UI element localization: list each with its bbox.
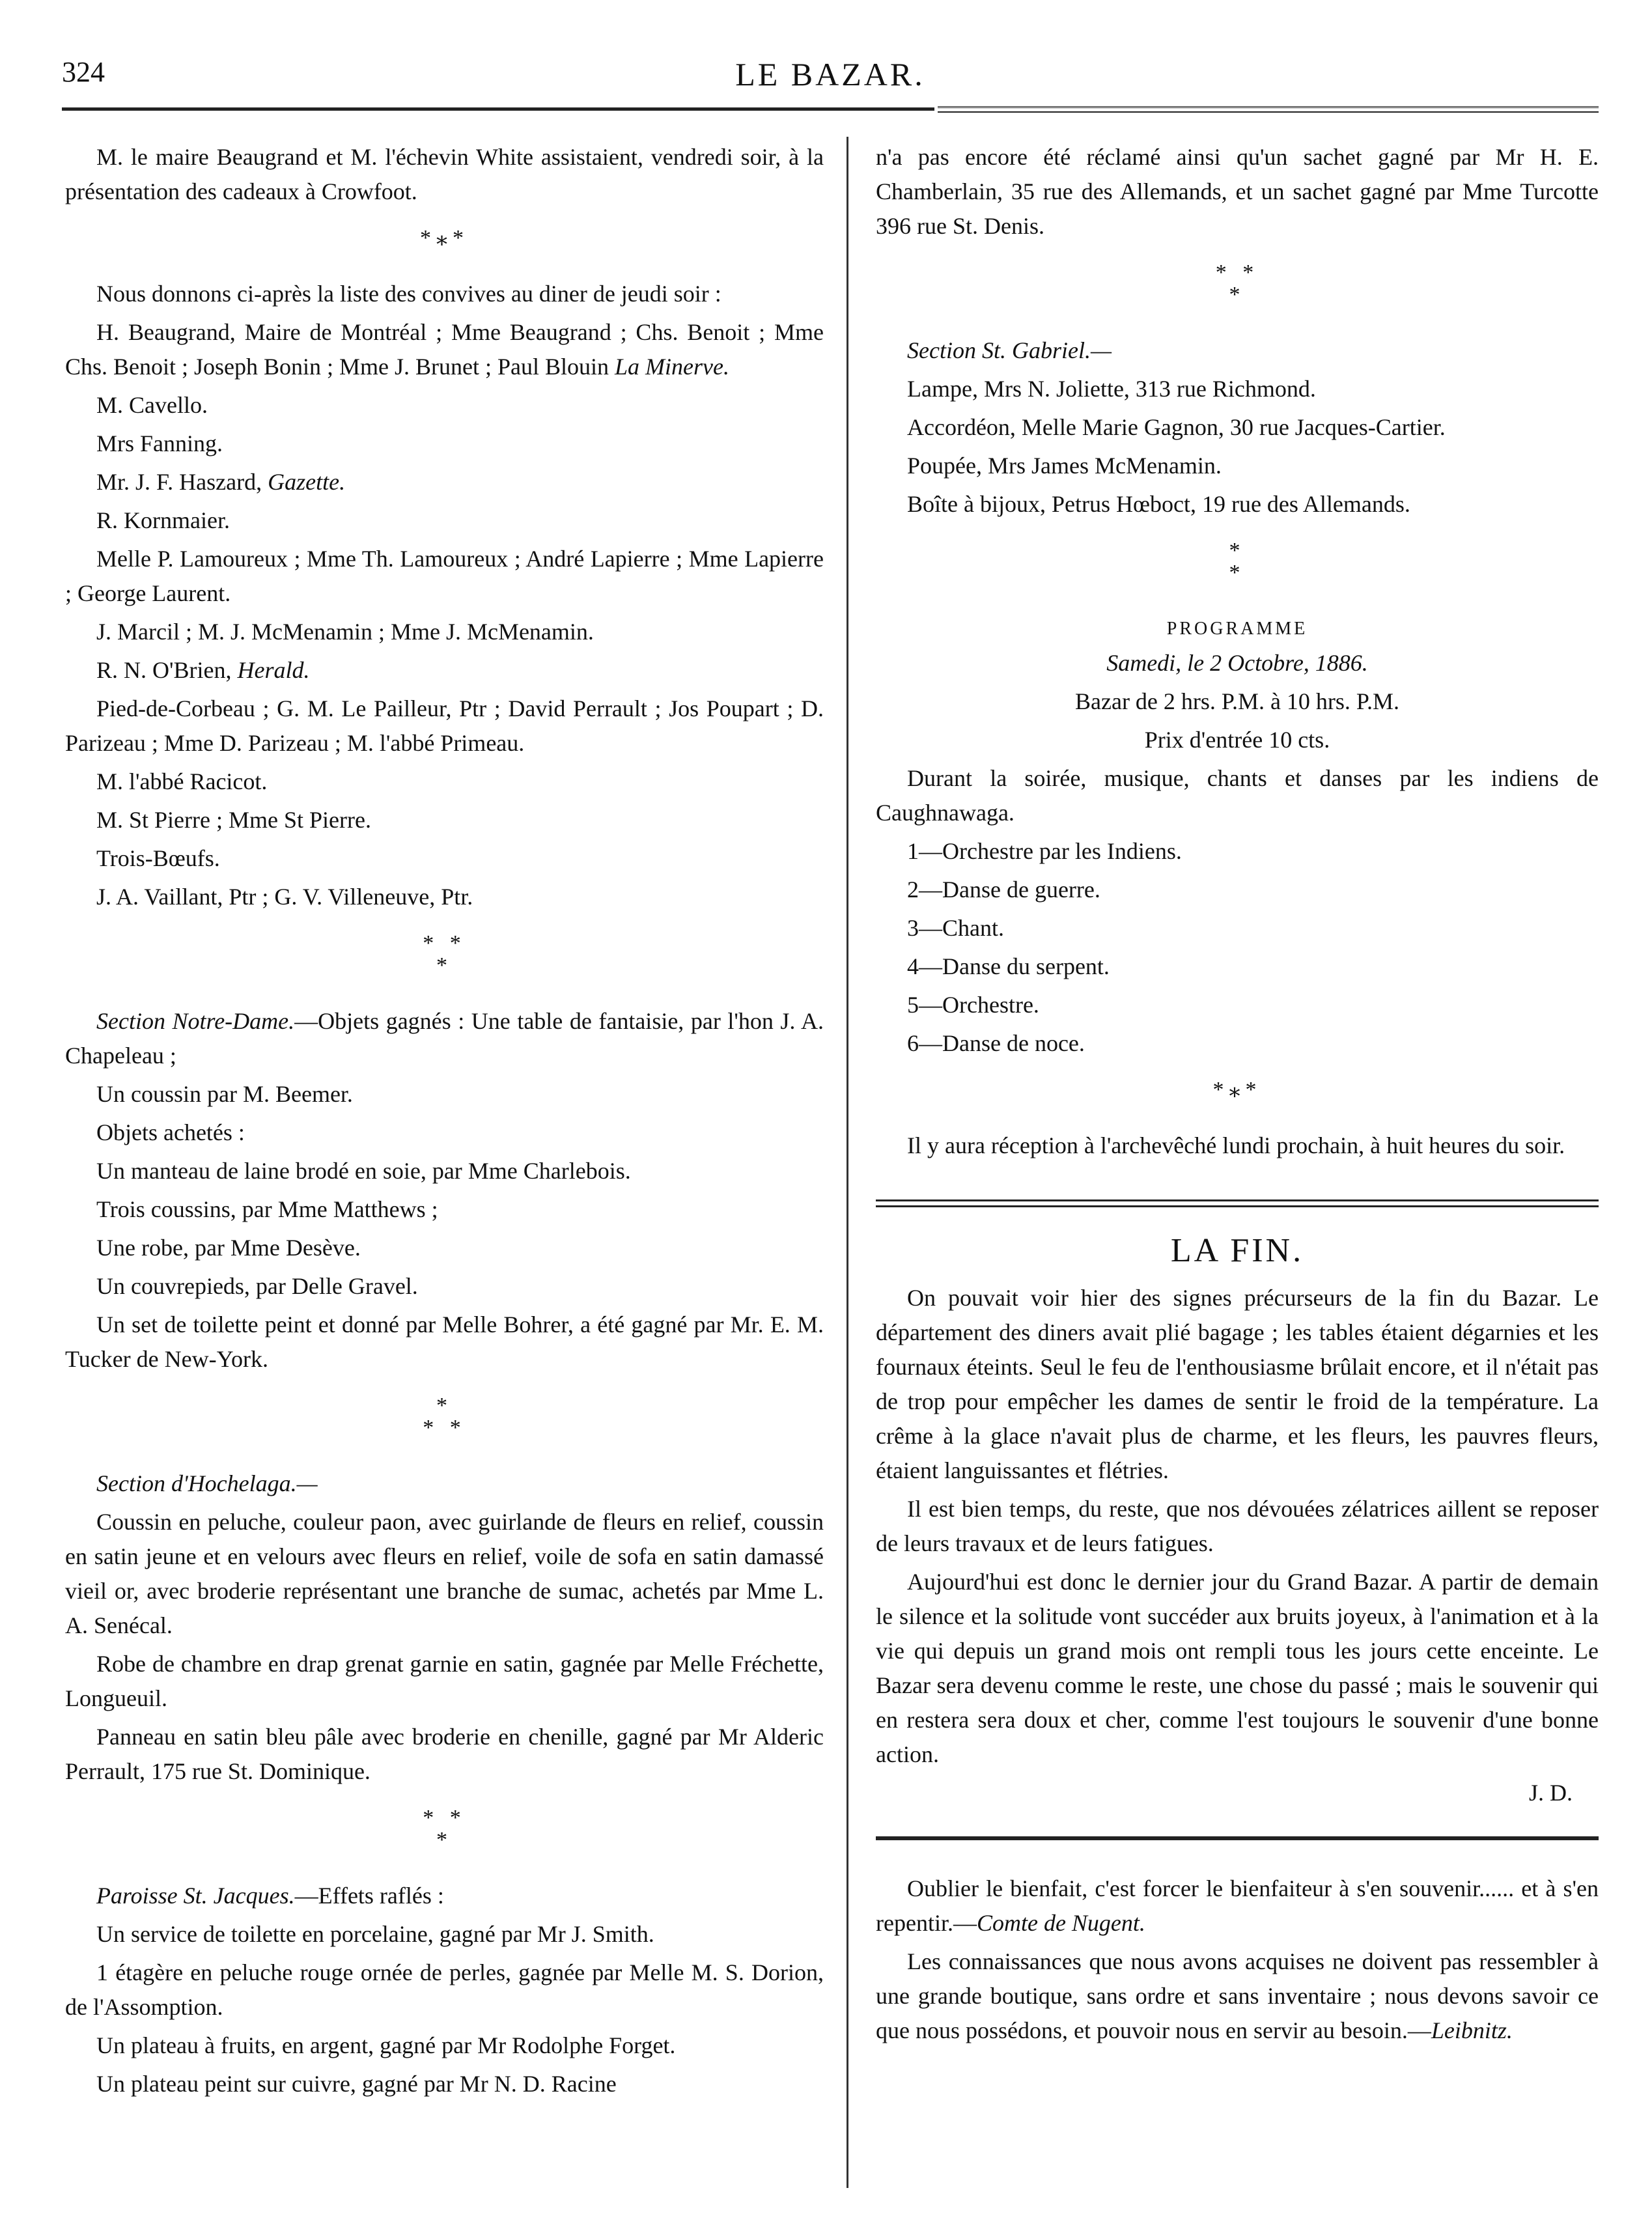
asterism: *⁎* [1212,1078,1262,1102]
right-column [876,140,1599,2052]
convive-line: M. St Pierre ; Mme St Pierre. [96,807,371,833]
list-item: Un service de toilette en porcelaine, gagné par Mr J. Smith. [96,1921,654,1947]
list-item: Un set de toilette peint et donné par Melle Bohrer, a été gagné par Mr. E. M. Tucker de New-York. [65,1311,824,1372]
list-item: Un plateau peint sur cuivre, gagné par Mr N. D. Racine [96,2071,617,2097]
convive-line: Mr. J. F. Haszard, Gazette. [96,469,346,495]
convive-line: Trois-Bœufs. [96,845,220,871]
journal-title: LE BAZAR. [735,56,925,92]
programme-heading: PROGRAMME [1166,619,1308,639]
asterism: * * [1229,539,1246,585]
article-paragraph: Il est bien temps, du reste, que nos dévouées zélatrices aillent se reposer de leurs travaux et de leurs fatigues. [876,1496,1599,1556]
list-item: Objets achetés : [96,1119,245,1145]
section-st-jacques: Paroisse St. Jacques.—Effets raflés : [96,1883,444,1909]
paragraph-reception: Il y aura réception à l'archevêché lundi prochain, à huit heures du soir. [907,1132,1565,1158]
list-item: Poupée, Mrs James McMenamin. [907,453,1222,479]
asterism: *⁎* [420,226,469,250]
convive-line: H. Beaugrand, Maire de Montréal ; Mme Beaugrand ; Chs. Benoit ; Mme Chs. Benoit ; Joseph Bonin ; Mme J. Brunet ; Paul Blouin La Minerve. [65,319,824,380]
list-item: Une robe, par Mme Desève. [96,1235,361,1261]
list-item: Lampe, Mrs N. Joliette, 313 rue Richmond. [907,376,1316,402]
paragraph-continued: n'a pas encore été réclamé ainsi qu'un sachet gagné par Mr H. E. Chamberlain, 35 rue des Allemands, et un sachet gagné par Mme Turcotte 396 rue St. Denis. [876,144,1599,239]
asterism: * * * [423,1806,466,1852]
convive-line: J. Marcil ; M. J. McMenamin ; Mme J. McMenamin. [96,619,594,645]
programme-date: Samedi, le 2 Octobre, 1886. [1106,650,1368,676]
programme-item: 1—Orchestre par les Indiens. [907,838,1182,864]
asterism: * * * [423,1394,466,1440]
convive-line: R. N. O'Brien, Herald. [96,657,310,683]
programme-item: 5—Orchestre. [907,992,1039,1018]
list-item: Un plateau à fruits, en argent, gagné par Mr Rodolphe Forget. [96,2032,676,2058]
page-number: 324 [62,56,105,88]
programme-item: 2—Danse de guerre. [907,876,1100,903]
list-item: Un manteau de laine brodé en soie, par Mme Charlebois. [96,1158,631,1184]
convive-line: Melle P. Lamoureux ; Mme Th. Lamoureux ; André Lapierre ; Mme Lapierre ; George Laurent. [65,546,824,606]
programme-price: Prix d'entrée 10 cts. [1144,727,1330,753]
paragraph-convives-intro: Nous donnons ci-après la liste des convives au diner de jeudi soir : [96,281,721,307]
programme-item: 6—Danse de noce. [907,1030,1085,1056]
paragraph-maire: M. le maire Beaugrand et M. l'échevin White assistaient, vendredi soir, à la présentation des cadeaux à Crowfoot. [65,144,824,204]
asterism: * * * [1215,260,1259,307]
section-notre-dame: Section Notre-Dame.—Objets gagnés : Une table de fantaisie, par l'hon J. A. Chapeleau ; [65,1008,824,1069]
section-rule-thick [876,1836,1599,1840]
convive-line: J. A. Vaillant, Ptr ; G. V. Villeneuve, Ptr. [96,884,473,910]
list-item: 1 étagère en peluche rouge ornée de perles, gagnée par Melle M. S. Dorion, de l'Assomption. [65,1959,824,2020]
list-item: Un couvrepieds, par Delle Gravel. [96,1273,418,1299]
list-item: Un coussin par M. Beemer. [96,1081,353,1107]
quote-nugent: Oublier le bienfait, c'est forcer le bienfaiteur à s'en souvenir...... et à s'en repentir.—Comte de Nugent. [876,1875,1599,1936]
column-divider [847,137,848,2188]
list-item: Trois coussins, par Mme Matthews ; [96,1196,438,1222]
article-paragraph: On pouvait voir hier des signes précurseurs de la fin du Bazar. Le département des diners avait plié bagage ; les tables étaient dégarnies et les fournaux éteints. Seul le feu de l'enthousiasme brûlait encore, et il n'était pas de trop pour empêcher les dames de sentir le froid de la température. La crême à la glace n'avait plus de charme, et les fleurs, les pauvres fleurs, étaient languissantes et flétries. [876,1285,1599,1483]
convive-line: R. Kornmaier. [96,507,230,533]
section-hochelaga-title: Section d'Hochelaga.— [96,1470,318,1496]
article-paragraph: Aujourd'hui est donc le dernier jour du Grand Bazar. A partir de demain le silence et la solitude vont succéder aux bruits joyeux, à l'animation et à la vie qui depuis un grand mois ont rempli tous les jours cette enceinte. Le Bazar sera devenu comme le reste, une chose du passé ; mais le souvenir qui en restera sera doux et cher, comme l'est toujours le souvenir d'une bonne action. [876,1569,1599,1767]
left-column [65,140,824,2105]
list-item: Accordéon, Melle Marie Gagnon, 30 rue Jacques-Cartier. [907,414,1446,440]
quote-leibnitz: Les connaissances que nous avons acquises ne doivent pas ressembler à une grande boutique, sans ordre et sans inventaire ; nous devons savoir ce que nous possédons, et pouvoir nous en servir au besoin.—Leibnitz. [876,1948,1599,2043]
convive-line: Mrs Fanning. [96,430,223,456]
article-signature: J. D. [1528,1780,1573,1806]
list-item: Robe de chambre en drap grenat garnie en satin, gagnée par Melle Fréchette, Longueuil. [65,1651,824,1711]
programme-hours: Bazar de 2 hrs. P.M. à 10 hrs. P.M. [1075,688,1399,714]
list-item: Coussin en peluche, couleur paon, avec guirlande de fleurs en relief, coussin en satin jeune et en velours avec fleurs en relief, voile de sofa en satin damassé vieil or, avec broderie représentant une branche de sumac, achetés par Mme L. A. Senécal. [65,1509,824,1638]
programme-intro: Durant la soirée, musique, chants et danses par les indiens de Caughnawaga. [876,765,1599,826]
section-rule [876,1199,1599,1207]
list-item: Boîte à bijoux, Petrus Hœboct, 19 rue des Allemands. [907,491,1410,517]
section-st-gabriel-title: Section St. Gabriel.— [907,337,1112,363]
article-title: LA FIN. [1170,1232,1304,1269]
convive-line: M. l'abbé Racicot. [96,768,268,794]
asterism: * * * [423,931,466,977]
convive-line: Pied-de-Corbeau ; G. M. Le Pailleur, Ptr ; David Perrault ; Jos Poupart ; D. Parizeau ; Mme D. Parizeau ; M. l'abbé Primeau. [65,695,824,756]
header-rule-double [938,106,1599,113]
programme-item: 3—Chant. [907,915,1004,941]
page-header [62,55,1599,114]
list-item: Panneau en satin bleu pâle avec broderie en chenille, gagné par Mr Alderic Perrault, 175 rue St. Dominique. [65,1724,824,1784]
convive-line: M. Cavello. [96,392,208,418]
programme-item: 4—Danse du serpent. [907,953,1110,979]
header-rule [62,107,934,111]
